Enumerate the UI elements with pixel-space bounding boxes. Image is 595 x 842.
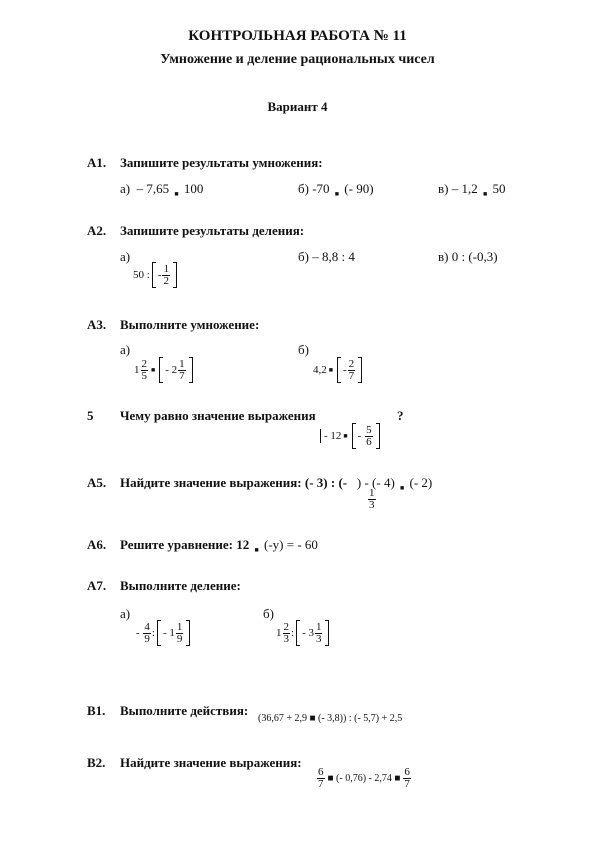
option-b-expression: 1 $\frac{2}{3}$ : - 3 $\frac{1}{3}$	[276, 620, 331, 646]
option-b	[298, 181, 374, 198]
option-label: в)	[438, 249, 449, 264]
option-a-expression: 1 $\frac{2}{5}$ ■ - 2 $\frac{1}{7}$	[134, 357, 195, 383]
operand: – 1,2	[451, 181, 478, 196]
operand: 50	[492, 181, 506, 196]
page-subtitle: Умножение и деление рациональных чисел	[160, 52, 435, 67]
task-text: Выполните умножение:	[120, 317, 260, 332]
a5-fraction: $\frac{1}{3}$	[369, 487, 375, 511]
option-c	[438, 249, 498, 265]
task-text: Запишите результаты деления:	[120, 223, 305, 238]
option-a-label: а)	[120, 606, 131, 621]
option-a-label: а)	[120, 342, 131, 357]
option-a-expression: 50 : - $\frac{1}{2}$	[133, 262, 179, 288]
question-mark: ?	[397, 408, 404, 423]
task-text: Чему равно значение выражения	[120, 408, 316, 423]
b1-expression: (36,67 + 2,9 ■ (- 3,8)) : (- 5,7) + 2,5	[258, 713, 403, 724]
task-number: А5.	[87, 475, 107, 490]
task-number: 5	[87, 408, 94, 423]
task-number: А7.	[87, 578, 107, 593]
variant-label: Вариант 4	[267, 99, 328, 114]
option-label: б)	[298, 181, 309, 196]
option-b-label: б)	[298, 342, 309, 357]
operand: 100	[183, 181, 204, 196]
multiply-dot: ■	[334, 190, 340, 198]
option-c	[438, 181, 505, 198]
b2-expression: $\frac{6}{7}$ ■ (- 0,76) - 2,74 ■ $\frac{6}{7}$	[318, 766, 410, 790]
task-text: Выполните деление:	[120, 578, 241, 593]
task-number: А6.	[87, 537, 107, 552]
option-label: б)	[298, 249, 309, 264]
task-text: Решите уравнение: 12 $_■$ (-y) = - 60	[120, 537, 318, 554]
operand: -70	[312, 181, 330, 196]
operand: (- 90)	[344, 181, 374, 196]
expression: 0 : (-0,3)	[451, 249, 498, 264]
task-number: А1.	[87, 155, 107, 170]
option-b-expression: 4,2 ■ - $\frac{2}{7}$	[313, 357, 364, 383]
task-number: А3.	[87, 317, 107, 332]
task-number: В1.	[87, 703, 106, 718]
option-b-label: б)	[263, 606, 274, 621]
option-a-expression: - $\frac{4}{9}$ : - 1 $\frac{1}{9}$	[136, 620, 192, 646]
task-text: Найдите значение выражения: (- 3) : (- ) - (- 4) $_■$ (- 2)	[120, 475, 433, 492]
task-text: Найдите значение выражения:	[120, 755, 302, 770]
option-label: а)	[120, 181, 131, 196]
option-a-label: а)	[120, 249, 131, 264]
page-title: КОНТРОЛЬНАЯ РАБОТА № 11	[188, 28, 407, 44]
option-a	[120, 181, 203, 198]
multiply-dot: ■	[482, 190, 488, 198]
option-label: в)	[438, 181, 449, 196]
option-b	[298, 249, 355, 265]
task-number: А2.	[87, 223, 107, 238]
operand: – 7,65	[136, 181, 170, 196]
multiply-dot: ■	[174, 190, 179, 198]
task-text: Запишите результаты умножения:	[120, 155, 323, 170]
task-number: В2.	[87, 755, 106, 770]
a4-expression: - 12 ■ - $\frac{5}{6}$	[320, 423, 382, 449]
task-text: Выполните действия:	[120, 703, 249, 718]
expression: – 8,8 : 4	[312, 249, 355, 264]
